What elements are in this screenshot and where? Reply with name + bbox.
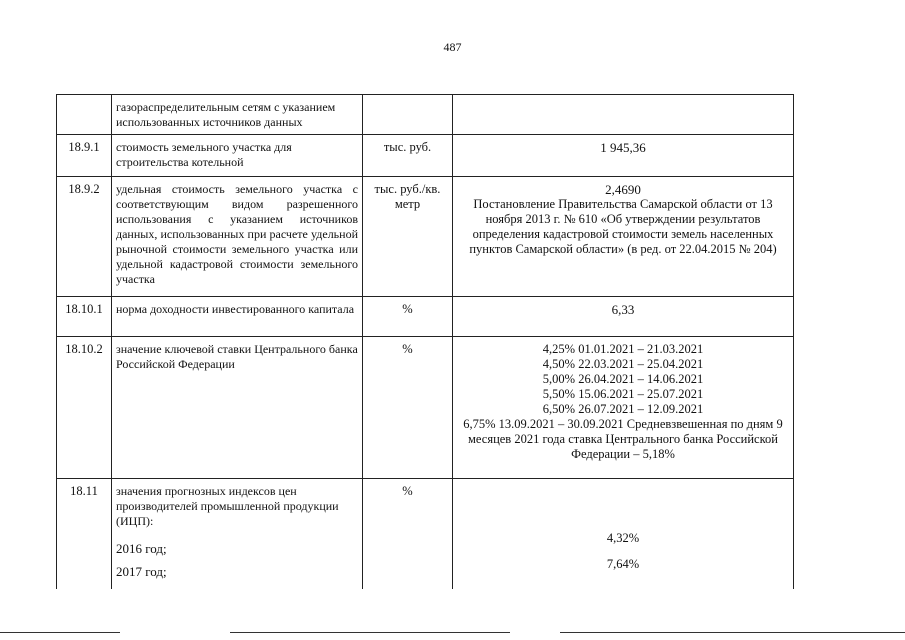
row-number: 18.10.2 xyxy=(57,337,112,479)
row-description: значение ключевой ставки Центрального банка Российской Федерации xyxy=(112,337,363,479)
row-value xyxy=(453,297,794,337)
value-text: 6,33 xyxy=(611,302,635,317)
row-unit: % xyxy=(363,479,453,589)
row-number: 18.10.1 xyxy=(57,297,112,337)
index-year-value: 7,64% xyxy=(606,557,640,571)
rate-period: 5,50% 15.06.2021 – 25.07.2021 xyxy=(542,387,704,401)
row-number: 18.9.1 xyxy=(57,135,112,177)
footer-rule-mid xyxy=(230,632,510,633)
table-row xyxy=(57,479,794,589)
index-year-label: 2016 год; xyxy=(116,541,167,556)
table-row xyxy=(57,297,794,337)
row-unit: тыс. руб. xyxy=(363,135,453,177)
footer-rule-right xyxy=(560,632,905,633)
table-row xyxy=(57,177,794,297)
table-row xyxy=(57,337,794,479)
page-number: 487 xyxy=(443,40,462,54)
row-unit: % xyxy=(363,297,453,337)
rate-period: 4,25% 01.01.2021 – 21.03.2021 xyxy=(542,342,704,356)
table-row xyxy=(57,95,794,135)
row-description xyxy=(112,479,363,589)
tariff-parameters-table xyxy=(56,94,794,589)
rate-period: 6,50% 26.07.2021 – 12.09.2021 xyxy=(542,402,704,416)
table-row xyxy=(57,135,794,177)
value-number: 2,4690 xyxy=(605,182,641,197)
value-text: 1 945,36 xyxy=(600,140,646,155)
row-description: газораспределительным сетям с указанием использованных источников данных xyxy=(112,95,363,135)
value-source: Постановление Правительства Самарской области от 13 ноября 2013 г. № 610 «Об утверждении результатов определения кадастровой стоимости земель населенных пунктов Самарской области» (в ред. от 22.04.2015 № 204) xyxy=(469,197,777,256)
row-value xyxy=(453,337,794,479)
row-value xyxy=(453,479,794,589)
row-description: удельная стоимость земельного участка с соответствующим видом разрешенного использования с указанием источников данных, использованных при расчете удельной рыночной стоимости земельного участка или удельной кадастровой стоимости земельного участка xyxy=(112,177,363,297)
index-year-label: 2017 год; xyxy=(116,564,167,579)
rate-period: 4,50% 22.03.2021 – 25.04.2021 xyxy=(542,357,704,371)
row-unit: тыс. руб./кв. метр xyxy=(363,177,453,297)
rate-period-weighted: 6,75% 13.09.2021 – 30.09.2021 Средневзвешенная по дням 9 месяцев 2021 года ставка Центрального банка Российской Федерации – 5,18% xyxy=(463,417,783,461)
row-number: 18.11 xyxy=(57,479,112,589)
row-unit xyxy=(363,95,453,135)
row-value xyxy=(453,177,794,297)
row-description: стоимость земельного участка для строительства котельной xyxy=(112,135,363,177)
index-year-value: 4,32% xyxy=(606,531,640,545)
row-number xyxy=(57,95,112,135)
row-description: норма доходности инвестированного капитала xyxy=(112,297,363,337)
row-value xyxy=(453,95,794,135)
row-value xyxy=(453,135,794,177)
index-heading: значения прогнозных индексов цен производителей промышленной продукции (ИЦП): xyxy=(116,484,339,528)
footer-rule-left xyxy=(0,632,120,633)
row-unit: % xyxy=(363,337,453,479)
row-number: 18.9.2 xyxy=(57,177,112,297)
rate-period: 5,00% 26.04.2021 – 14.06.2021 xyxy=(542,372,704,386)
